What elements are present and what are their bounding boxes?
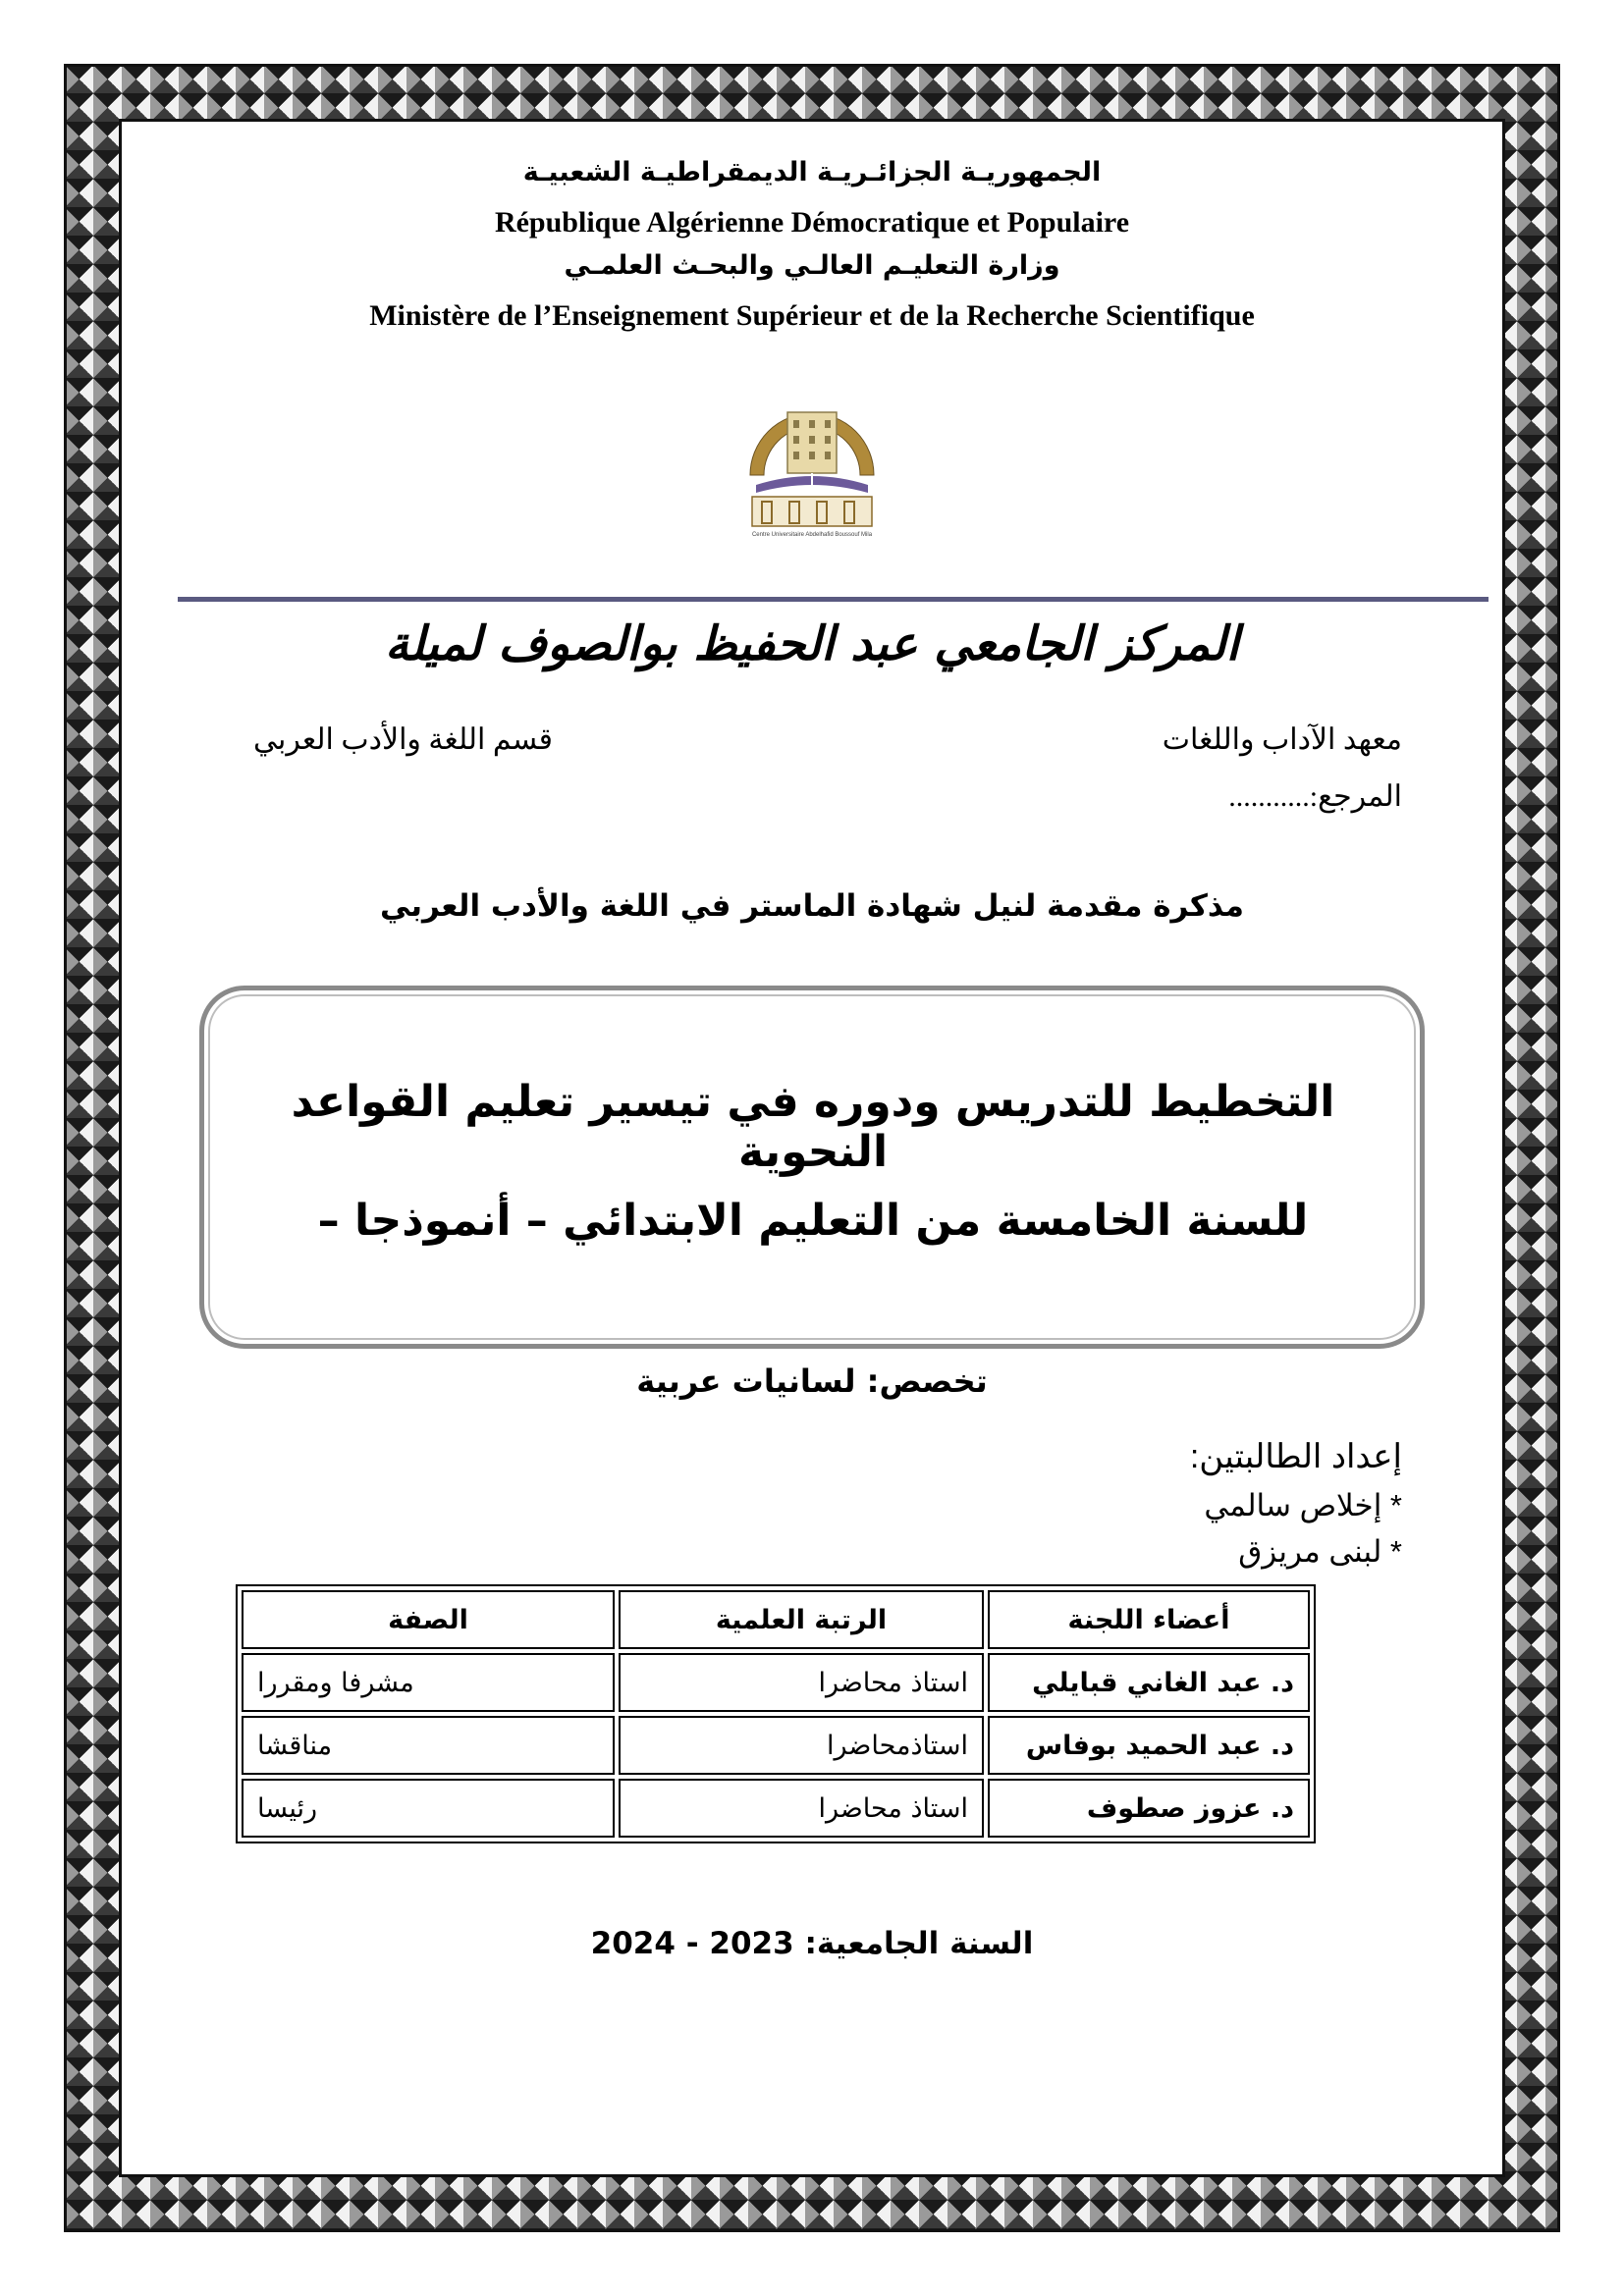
republic-arabic: الجمهوريـة الجزائـريـة الديمقراطيـة الشعبيـة [522,157,1102,187]
ministry-french: Ministère de l’Enseignement Supérieur et de la Recherche Scientifique [369,299,1255,332]
university-name: المركز الجامعي عبد الحفيظ بوالصوف لميلة [385,616,1239,671]
university-logo-icon [727,391,897,548]
ministry-arabic: وزارة التعليـم العالـي والبحـث العلمـي [564,250,1060,281]
specialty: تخصص: لسانيات عربية [636,1362,988,1400]
committee-role: رئيسا [242,1779,615,1838]
thesis-title-line-1: التخطيط للتدريس ودوره في تيسير تعليم القواعد النحوية [291,1077,1335,1177]
header-role: الصفة [242,1590,615,1649]
students-label: إعداد الطالبتين: [1189,1438,1402,1475]
committee-rank: استاذ محاضرا [619,1779,984,1838]
memo-statement: مذكرة مقدمة لنيل شهادة الماستر في اللغة والأدب العربي [380,888,1244,924]
committee-member: د. عبد الغاني قبايلي [988,1653,1310,1712]
reference-number: المرجع:........... [1228,780,1402,813]
committee-rank: استاذمحاضرا [619,1716,984,1775]
committee-role: مشرفا ومقررا [242,1653,615,1712]
student-name-1: * إخلاص سالمي [1204,1488,1402,1522]
academic-year: السنة الجامعية: 2023 - 2024 [590,1926,1034,1961]
committee-role: مناقشا [242,1716,615,1775]
student-name-2: * لبنى مريزق [1238,1534,1402,1569]
horizontal-divider [178,597,1489,602]
logo-caption: Centre Universitaire Abdelhafid Boussouf Mila [751,532,873,538]
committee-header-row [242,1590,1310,1649]
header-members: أعضاء اللجنة [988,1590,1310,1649]
institute-name: معهد الآداب واللغات [1162,723,1402,756]
thesis-title-line-2: للسنة الخامسة من التعليم الابتدائي – أنموذجا – [317,1196,1309,1246]
department-name: قسم اللغة والأدب العربي [253,723,553,756]
table-row [242,1779,1310,1838]
committee-member: د. عزوز صطوف [988,1779,1310,1838]
header-rank: الرتبة العلمية [619,1590,984,1649]
committee-table [236,1584,1316,1843]
table-row [242,1716,1310,1775]
republic-french: République Algérienne Démocratique et Populaire [494,206,1130,239]
table-row [242,1653,1310,1712]
committee-member: د. عبد الحميد بوفاس [988,1716,1310,1775]
committee-rank: استاذ محاضرا [619,1653,984,1712]
university-logo [727,391,897,548]
